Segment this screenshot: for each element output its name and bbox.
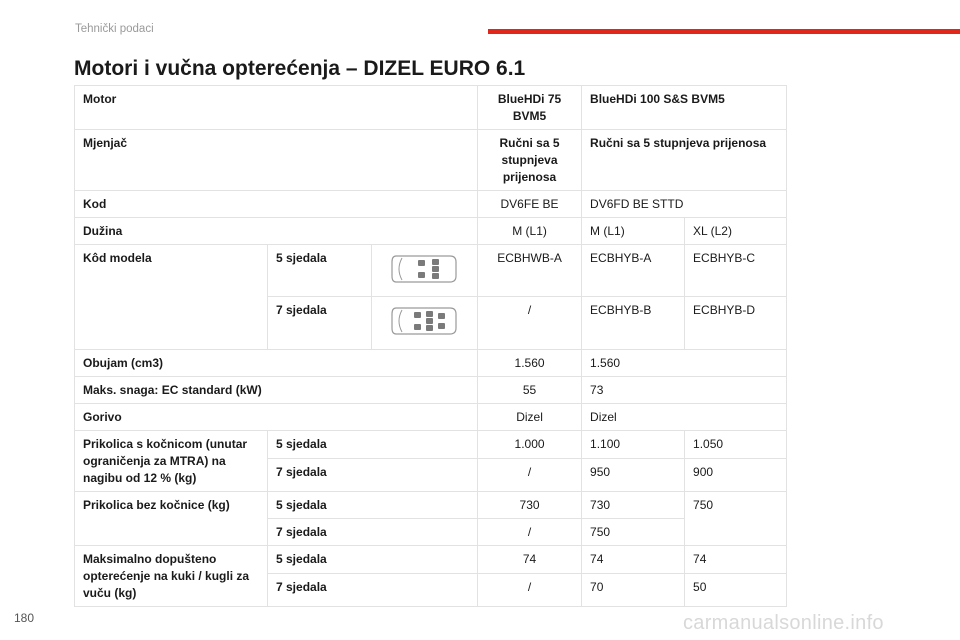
kuka-7-value-1: / — [478, 573, 582, 606]
obujam-value-2: 1.560 — [582, 350, 787, 377]
section-header: Tehnički podaci — [75, 23, 154, 35]
kuka-7-value-3: 50 — [685, 573, 787, 606]
row-label-mjenjac: Mjenjač — [75, 130, 478, 191]
duzina-value-3: XL (L2) — [685, 218, 787, 245]
row-label-motor: Motor — [75, 86, 478, 130]
prikolica-bez-5-value-1: 730 — [478, 492, 582, 519]
row-label-prikolica-kocnica: Prikolica s kočnicom (unutar ograničenja za MTRA) na nagibu od 12 % (kg) — [75, 431, 268, 492]
duzina-value-1: M (L1) — [478, 218, 582, 245]
kod-modela-7-value-2: ECBHYB-B — [582, 297, 685, 350]
row-label-kuka: Maksimalno dopušteno opterećenje na kuki / kugli za vuču (kg) — [75, 546, 268, 607]
gorivo-value-1: Dizel — [478, 404, 582, 431]
row-label-obujam: Obujam (cm3) — [75, 350, 478, 377]
prikolica-kocnica-5-value-1: 1.000 — [478, 431, 582, 459]
prikolica-kocnica-5-value-2: 1.100 — [582, 431, 685, 459]
kod-modela-7-value-1: / — [478, 297, 582, 350]
kuka-seats-5: 5 sjedala — [268, 546, 478, 574]
seats-label-5: 5 sjedala — [268, 245, 372, 297]
seat-layout-7-icon — [372, 297, 478, 350]
prikolica-bez-5-value-2: 730 — [582, 492, 685, 519]
prikolica-kocnica-7-value-1: / — [478, 459, 582, 492]
kod-modela-5-value-3: ECBHYB-C — [685, 245, 787, 297]
prikolica-bez-seats-5: 5 sjedala — [268, 492, 478, 519]
duzina-value-2: M (L1) — [582, 218, 685, 245]
prikolica-kocnica-5-value-3: 1.050 — [685, 431, 787, 459]
kuka-5-value-2: 74 — [582, 546, 685, 574]
table-row-prikolica-kocnica-5 — [75, 431, 787, 459]
table-row-prikolica-bez-5 — [75, 492, 787, 519]
row-label-duzina: Dužina — [75, 218, 478, 245]
prikolica-bez-7-value-2: 750 — [582, 519, 685, 546]
row-label-snaga: Maks. snaga: EC standard (kW) — [75, 377, 478, 404]
gorivo-value-2: Dizel — [582, 404, 787, 431]
spec-table — [74, 85, 787, 607]
table-row-snaga — [75, 377, 787, 404]
obujam-value-1: 1.560 — [478, 350, 582, 377]
prikolica-kocnica-7-value-3: 900 — [685, 459, 787, 492]
snaga-value-1: 55 — [478, 377, 582, 404]
accent-bar — [488, 29, 960, 34]
row-label-gorivo: Gorivo — [75, 404, 478, 431]
kuka-5-value-1: 74 — [478, 546, 582, 574]
prikolica-bez-7-value-1: / — [478, 519, 582, 546]
kuka-5-value-3: 74 — [685, 546, 787, 574]
table-row-gorivo — [75, 404, 787, 431]
table-row-duzina — [75, 218, 787, 245]
seat-layout-5-icon — [372, 245, 478, 297]
prikolica-kocnica-seats-7: 7 sjedala — [268, 459, 478, 492]
table-row-mjenjac — [75, 130, 787, 191]
motor-value-1: BlueHDi 75 BVM5 — [478, 86, 582, 130]
row-label-prikolica-bez: Prikolica bez kočnice (kg) — [75, 492, 268, 546]
watermark: carmanualsonline.info — [683, 612, 884, 634]
kod-value-1: DV6FE BE — [478, 191, 582, 218]
table-row-kod — [75, 191, 787, 218]
page-number: 180 — [14, 611, 35, 625]
kuka-seats-7: 7 sjedala — [268, 573, 478, 606]
row-label-kod-modela: Kôd modela — [75, 245, 268, 350]
mjenjac-value-2: Ručni sa 5 stupnjeva prijenosa — [582, 130, 787, 191]
prikolica-bez-seats-7: 7 sjedala — [268, 519, 478, 546]
kod-modela-7-value-3: ECBHYB-D — [685, 297, 787, 350]
seats-label-7: 7 sjedala — [268, 297, 372, 350]
kod-modela-5-value-2: ECBHYB-A — [582, 245, 685, 297]
page-title: Motori i vučna opterećenja – DIZEL EURO 6.1 — [74, 57, 526, 80]
prikolica-kocnica-7-value-2: 950 — [582, 459, 685, 492]
kod-value-2: DV6FD BE STTD — [582, 191, 787, 218]
prikolica-bez-value-3: 750 — [685, 492, 787, 546]
table-row-motor — [75, 86, 787, 130]
mjenjac-value-1: Ručni sa 5 stupnjeva prijenosa — [478, 130, 582, 191]
prikolica-kocnica-seats-5: 5 sjedala — [268, 431, 478, 459]
motor-value-2: BlueHDi 100 S&S BVM5 — [582, 86, 787, 130]
table-row-kod-modela-5 — [75, 245, 787, 297]
kuka-7-value-2: 70 — [582, 573, 685, 606]
snaga-value-2: 73 — [582, 377, 787, 404]
kod-modela-5-value-1: ECBHWB-A — [478, 245, 582, 297]
table-row-obujam — [75, 350, 787, 377]
table-row-kuka-5 — [75, 546, 787, 574]
row-label-kod: Kod — [75, 191, 478, 218]
